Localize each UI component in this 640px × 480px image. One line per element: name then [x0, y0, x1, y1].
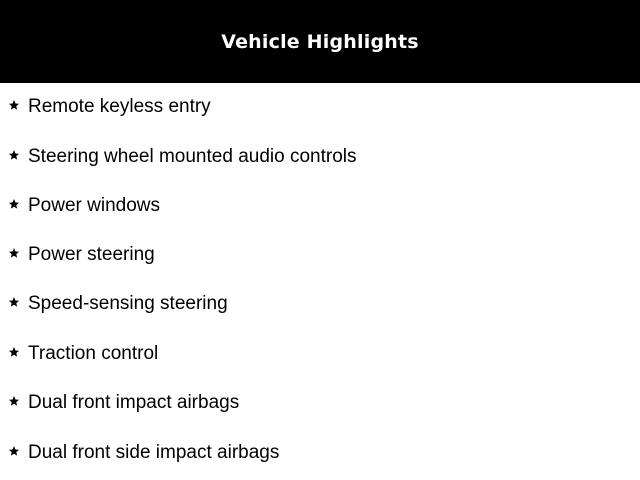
- list-item: [8, 442, 279, 464]
- list-item-label: Speed-sensing steering: [28, 293, 228, 314]
- star-icon: [8, 99, 20, 111]
- highlights-list: [0, 83, 640, 480]
- star-icon: [8, 247, 20, 259]
- star-icon: [8, 198, 20, 210]
- star-icon: [8, 445, 20, 457]
- star-icon: [8, 346, 20, 358]
- list-item-label: Remote keyless entry: [28, 96, 211, 117]
- list-item-label: Power windows: [28, 195, 160, 216]
- list-item: [8, 146, 356, 168]
- list-item: [8, 96, 211, 118]
- star-icon: [8, 149, 20, 161]
- list-item: [8, 244, 155, 266]
- list-item-label: Traction control: [28, 343, 159, 364]
- list-item: [8, 343, 158, 365]
- list-item-label: Power steering: [28, 244, 155, 265]
- list-item-label: Dual front side impact airbags: [28, 442, 280, 463]
- star-icon: [8, 296, 20, 308]
- star-icon: [8, 395, 20, 407]
- list-item: [8, 195, 160, 217]
- page-title: Vehicle Highlights: [221, 30, 419, 53]
- list-item-label: Steering wheel mounted audio controls: [28, 146, 357, 167]
- list-item-label: Dual front impact airbags: [28, 392, 240, 413]
- list-item: [8, 293, 228, 315]
- header-bar: [0, 0, 640, 83]
- list-item: [8, 392, 239, 414]
